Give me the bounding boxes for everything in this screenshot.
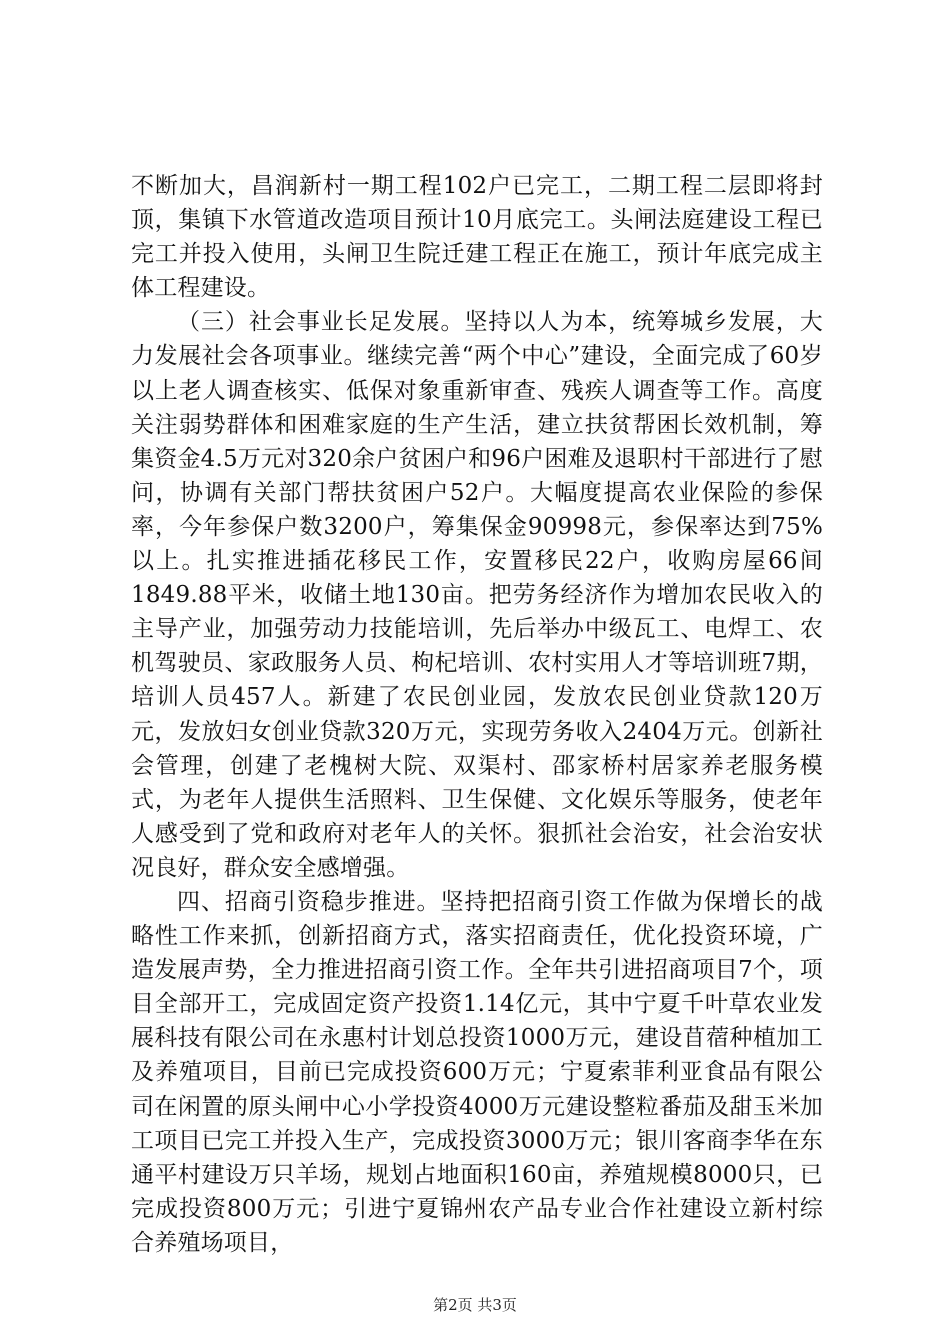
paragraph-continuation: 不断加大，昌润新村一期工程102户已完工，二期工程二层即将封顶，集镇下水管道改造项目预计10月底完工。头闸法庭建设工程已完工并投入使用，头闸卫生院迁建工程正在施工，预计年底完成主体工程建设。: [131, 173, 823, 302]
document-body: [131, 169, 823, 1260]
paragraph-social-affairs: （三）社会事业长足发展。坚持以人为本，统筹城乡发展，大力发展社会各项事业。继续完善“两个中心”建设，全面完成了60岁以上老人调查核实、低保对象重新审查、残疾人调查等工作。高度关注弱势群体和困难家庭的生产生活，建立扶贫帮困长效机制，筹集资金4.5万元对320余户贫困户和96户困难及退职村干部进行了慰问，协调有关部门帮扶贫困户52户。大幅度提高农业保险的参保率，今年参保户数3200户，筹集保金90998元，参保率达到75%以上。扎实推进插花移民工作，安置移民22户，收购房屋66间1849.88平米，收储土地130亩。把劳务经济作为增加农民收入的主导产业，加强劳动力技能培训，先后举办中级瓦工、电焊工、农机驾驶员、家政服务人员、枸杞培训、农村实用人才等培训班7期，培训人员457人。新建了农民创业园，发放农民创业贷款120万元，发放妇女创业贷款320万元，实现劳务收入2404万元。创新社会管理，创建了老槐树大院、双渠村、邵家桥村居家养老服务模式，为老年人提供生活照料、卫生保健、文化娱乐等服务，使老年人感受到了党和政府对老年人的关怀。狠抓社会治安，社会治安状况良好，群众安全感增强。: [131, 309, 823, 881]
page-footer: 第2页 共3页: [433, 1296, 517, 1314]
paragraph-investment: 四、招商引资稳步推进。坚持把招商引资工作做为保增长的战略性工作来抓，创新招商方式，落实招商责任，优化投资环境，广造发展声势，全力推进招商引资工作。全年共引进招商项目7个，项目全部开工，完成固定资产投资1.14亿元，其中宁夏千叶草农业发展科技有限公司在永惠村计划总投资1000万元，建设苜蓿种植加工及养殖项目，目前已完成投资600万元；宁夏索菲利亚食品有限公司在闲置的原头闸中心小学投资4000万元建设整粒番茄及甜玉米加工项目已完工并投入生产，完成投资3000万元；银川客商李华在东通平村建设万只羊场，规划占地面积160亩，养殖规模8000只，已完成投资800万元；引进宁夏锦州农产品专业合作社建设立新村综合养殖场项目，: [131, 888, 823, 1256]
